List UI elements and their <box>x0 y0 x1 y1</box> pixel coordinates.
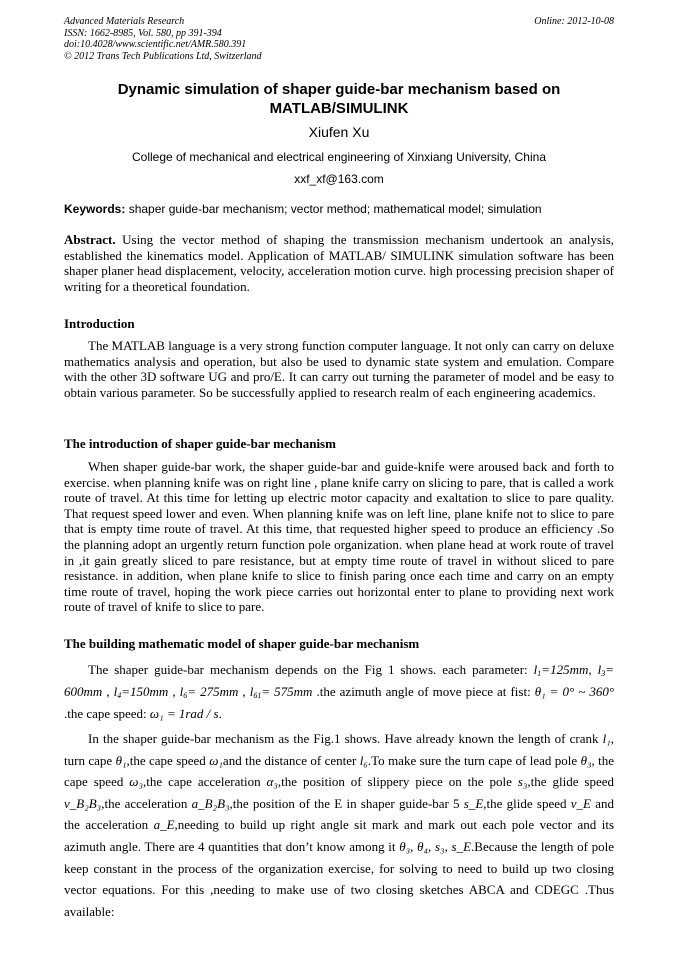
param-l4 <box>114 684 169 699</box>
param-l61-symbol: l <box>249 684 254 699</box>
model-p2-f: , the cape speed <box>64 752 615 790</box>
symbol-theta1: θ₁ <box>115 752 127 768</box>
param-l6-value: = 275mm <box>187 684 239 699</box>
param-l1-value: =125mm <box>541 662 589 677</box>
symbol-aE: a_E <box>153 817 175 833</box>
param-l4-sub: 4 <box>117 691 122 700</box>
model-p2-j: ,the acceleration <box>101 795 188 811</box>
issn-line: ISSN: 1662-8985, Vol. 580, pp 391-394 <box>64 27 222 39</box>
model-p2-h: ,the position of slippery piece on the pole <box>277 774 512 790</box>
journal-header <box>64 16 262 62</box>
symbol-theta3: θ₃ <box>580 752 592 768</box>
journal-name: Advanced Materials Research <box>64 16 185 27</box>
copyright-line: © 2012 Trans Tech Publications Ltd, Switzerland <box>64 50 262 62</box>
param-l3-symbol: l <box>597 662 602 677</box>
param-l1-symbol: l <box>533 662 538 677</box>
model-p2-d: and the distance of center <box>222 752 357 768</box>
model-p2-n: ,needing to build up right angle sit mark and mark out each pole vector and its azimuth angle. There are 4 quantities that don’t know among it <box>64 817 614 854</box>
model-p2-i: ,the glide speed <box>527 774 615 790</box>
model-p2-a: In the shaper guide-bar mechanism as the Fig.1 shows. Have already known the length of crank <box>88 731 599 746</box>
shaper-paragraph: When shaper guide-bar work, the shaper guide-bar and guide-knife were aroused back and forth to exercise. when planning knife was on right line , plane knife carry on slicing to pare, that is called a work route of travel. At this time for letting up electric motor capacity and exaltation to slice to pare quality. That request speed lower and even. When planning knife was on left line, plane knife not to slice to pare that is empty time route of travel. At this time, that requested higher speed to produce an efficiency .So the planning adopt an urgently return function pole organization. when plane head at work route of travel in ,it gain greatly sliced to pare resistance, but at empty time route of travel in without sliced to pare resistance. in addition, when plane knife to slice to finish paring once each time and carry on an empty time route of travel, hoping the work piece carries out horizontal enter to plane to providing next work route of travel of knife to slice to pare. <box>64 459 614 615</box>
symbol-l6: l₆ <box>359 752 368 768</box>
symbol-vB2B3: v_B₂B₃ <box>64 795 102 811</box>
title-line-1: Dynamic simulation of shaper guide-bar mechanism based on <box>117 81 561 98</box>
model-p2-b: , turn cape <box>64 731 614 768</box>
model-p1-text-1: The shaper guide-bar mechanism depends on the Fig 1 shows. each parameter: <box>88 662 528 677</box>
param-l3-value: = 600mm <box>64 662 615 699</box>
model-p1-text-3: .the cape speed: <box>64 706 147 721</box>
symbol-s3: s₃ <box>517 774 528 790</box>
model-p2-e: .To make sure the turn cape of lead pole <box>367 752 578 768</box>
author-email: xxf_xf@163.com <box>294 172 384 186</box>
symbol-alpha3: α₃ <box>266 774 278 790</box>
model-p2-o: .Because the length of pole keep constant in the process of the organization exercise, for solving to need to build up two closing vector equations. For this ,needing to make use of two closing sketches ABCA and CDEGC .Thus available: <box>64 838 615 919</box>
abstract-text: Using the vector method of shaping the transmission mechanism undertook an analysis, established the kinematics model. Application of MATLAB/ SIMULINK simulation software has been shaper planer head displacement, velocity, acceleration motion curve. high processing precision shaper of writing for a theoretical foundation. <box>64 232 615 294</box>
param-l1 <box>534 662 589 677</box>
model-p1-text-2: .the azimuth angle of move piece at fist: <box>316 684 531 699</box>
abstract-label: Abstract. <box>64 232 116 247</box>
param-l4-symbol: l <box>113 684 118 699</box>
model-p2-k: ,the position of the E in shaper guide-bar 5 <box>229 795 460 811</box>
model-p2-c: ,the cape speed <box>126 752 206 768</box>
keywords-label: Keywords: <box>64 202 126 216</box>
symbol-l1: l₁ <box>602 731 611 746</box>
param-l61-value: = 575mm <box>261 684 313 699</box>
symbol-vE: v_E <box>570 795 591 811</box>
model-p2-m: and the acceleration <box>64 795 615 833</box>
symbol-omega3: ω₃ <box>129 774 143 790</box>
section-heading-shaper: The introduction of shaper guide-bar mechanism <box>64 436 336 451</box>
symbol-omega1: ω₁ <box>209 752 223 768</box>
symbol-unknowns: θ₃, θ₄, s₃, s_E <box>399 838 472 854</box>
param-l3-sub: 3 <box>601 669 606 678</box>
param-l4-value: =150mm <box>121 684 169 699</box>
affiliation: College of mechanical and electrical engineering of Xinxiang University, China <box>131 150 546 164</box>
omega-value: ω₁ = 1rad / s <box>149 706 219 721</box>
section-heading-model: The building mathematic model of shaper guide-bar mechanism <box>64 636 420 651</box>
abstract <box>64 232 614 294</box>
keywords <box>64 202 614 216</box>
keywords-text: shaper guide-bar mechanism; vector method; mathematical model; simulation <box>128 202 542 216</box>
model-p2-l: ,the glide speed <box>483 795 567 811</box>
param-l1-sub: 1 <box>537 669 542 678</box>
introduction-paragraph: The MATLAB language is a very strong function computer language. It not only can carry on deluxe mathematics analysis and operation, but also be used to dynamic state system and emulation. Compare with the other 3D software UG and pro/E. It can carry out turning the parameter of model and be easy to obtain various parameter. So be successfully applied to research realm of each engineering academics. <box>64 338 614 400</box>
theta-range: θ₁ = 0° ~ 360° <box>534 684 615 699</box>
symbol-aB2B3: a_B₂B₃ <box>191 795 230 811</box>
doi-line: doi:10.4028/www.scientific.net/AMR.580.391 <box>64 39 247 50</box>
param-l61 <box>250 684 313 699</box>
model-paragraph-1: The shaper guide-bar mechanism depends on the Fig 1 shows. each parameter: $l_1=125mm$, $l_3= 600mm$ , $l_4=150mm$ , $l_6= 275mm$ , $l_{61}= 575mm$ .the azimuth angle of move piece at fist: θ₁ = 0° ~ 360° .the cape speed: ω₁ = 1rad / s. <box>64 662 615 721</box>
model-p2-g: ,the cape acceleration <box>143 774 261 790</box>
param-l6-sub: 6 <box>183 691 188 700</box>
model-paragraph-2 <box>64 728 614 922</box>
title-line-2: MATLAB/SIMULINK <box>269 100 409 117</box>
author-name: Xiufen Xu <box>308 124 370 140</box>
param-l6-symbol: l <box>179 684 184 699</box>
param-l61-sub: 61 <box>253 691 262 700</box>
symbol-sE: s_E <box>463 795 484 811</box>
online-date: Online: 2012-10-08 <box>534 16 614 27</box>
param-l6 <box>180 684 239 699</box>
section-heading-introduction: Introduction <box>64 316 135 331</box>
paper-title <box>64 80 614 118</box>
